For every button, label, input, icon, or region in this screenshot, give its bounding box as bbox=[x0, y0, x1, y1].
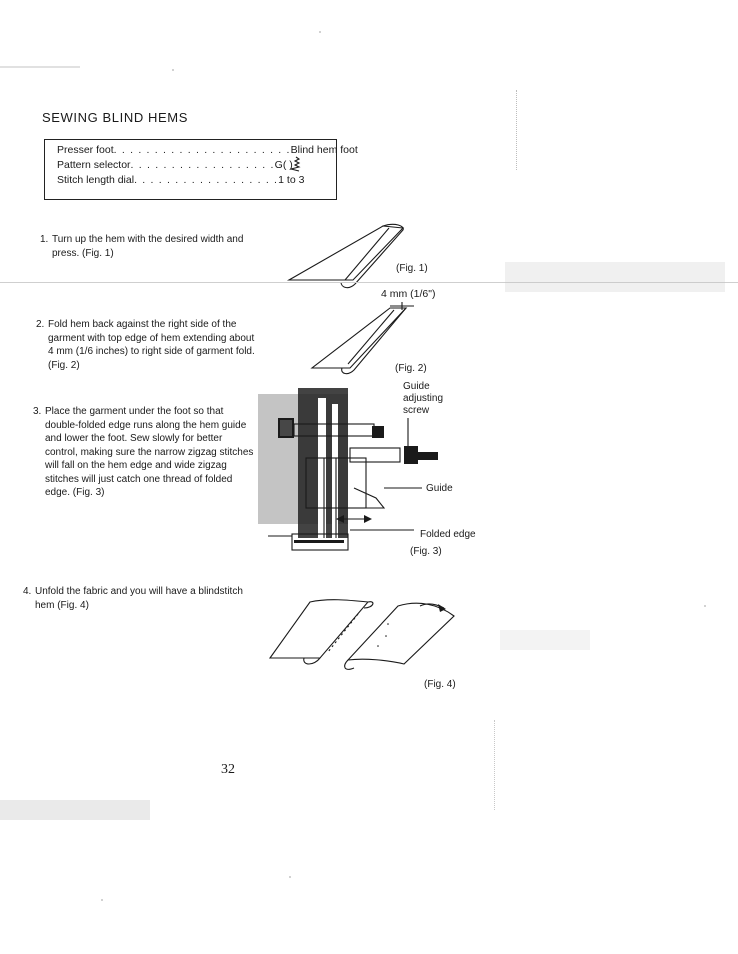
fig4-unfolded-hem-illustration bbox=[268, 594, 468, 684]
setting-label: Pattern selector bbox=[57, 159, 131, 171]
fig2-measure-label: 4 mm (1/6") bbox=[381, 288, 436, 300]
step-number: 2. bbox=[36, 319, 45, 330]
setting-dots: . . . . . . . . . . . . . . . . . . bbox=[134, 174, 279, 186]
scan-margin-line bbox=[494, 720, 495, 810]
step-number: 1. bbox=[40, 234, 49, 245]
step-1 bbox=[40, 233, 262, 260]
step-text: Place the garment under the foot so that double-folded edge runs along the hem guide and lower the foot. Sew slowly for better control, making sure the narrow zigzag stitches will fall on the hem edge and wide zigzag stitches will just catch one thread of folded edge. (Fig. 3) bbox=[45, 406, 254, 498]
setting-value: 1 to 3 bbox=[278, 174, 305, 186]
page-number: 32 bbox=[221, 762, 235, 777]
setting-label: Stitch length dial bbox=[57, 174, 135, 186]
setting-value: G( ) bbox=[274, 159, 293, 171]
step-number: 3. bbox=[33, 406, 42, 417]
step-text: Unfold the fabric and you will have a blindstitch hem (Fig. 4) bbox=[35, 586, 243, 611]
scan-margin-line bbox=[516, 90, 517, 170]
setting-value: Blind hem foot bbox=[290, 144, 358, 156]
step-number: 4. bbox=[23, 586, 32, 597]
step-4 bbox=[23, 585, 250, 612]
setting-stitch-length bbox=[57, 173, 336, 188]
fig4-caption: (Fig. 4) bbox=[424, 679, 456, 690]
fig3-caption: (Fig. 3) bbox=[410, 546, 442, 557]
section-title: SEWING BLIND HEMS bbox=[42, 110, 188, 125]
fig3-label-guide: Guide bbox=[426, 483, 453, 494]
divider-line bbox=[0, 282, 738, 283]
setting-pattern-selector bbox=[57, 158, 336, 173]
fig1-hem-illustration bbox=[283, 220, 403, 290]
fig3-label-edge: Folded edge bbox=[420, 529, 476, 540]
settings-box bbox=[44, 139, 358, 200]
step-text: Fold hem back against the right side of the garment with top edge of hem extending about 4 mm (1/6 inches) to right side of garment fold. (Fig. 2) bbox=[48, 319, 255, 371]
step-2 bbox=[36, 318, 258, 372]
fig2-caption: (Fig. 2) bbox=[395, 363, 427, 374]
step-text: Turn up the hem with the desired width and press. (Fig. 1) bbox=[52, 234, 244, 259]
blind-stitch-pattern-icon bbox=[290, 156, 304, 172]
step-3 bbox=[33, 405, 257, 500]
fig3-label-screw: Guide adjusting screw bbox=[403, 381, 444, 416]
setting-dots: . . . . . . . . . . . . . . . . . . . . . . bbox=[113, 144, 291, 156]
setting-dots: . . . . . . . . . . . . . . . . . . bbox=[130, 159, 275, 171]
fig1-caption: (Fig. 1) bbox=[396, 263, 428, 274]
setting-label: Presser foot bbox=[57, 144, 114, 156]
